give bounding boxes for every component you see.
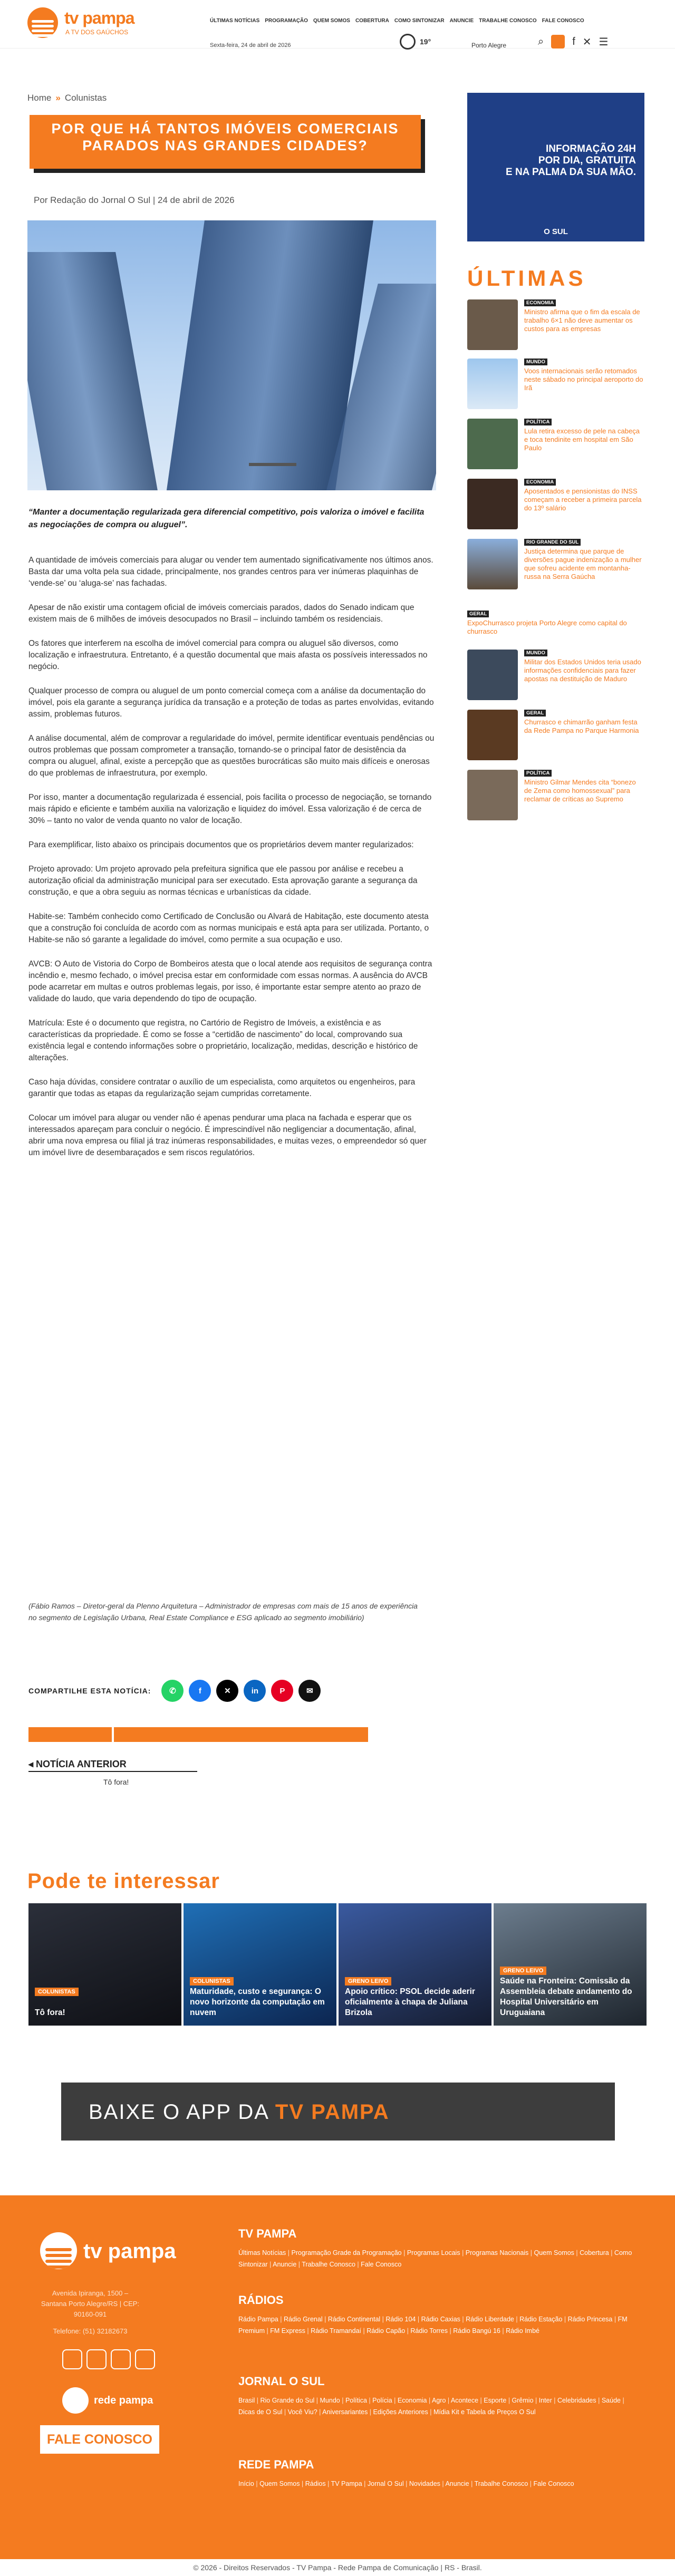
copyright: © 2026 - Direitos Reservados - TV Pampa - Rede Pampa de Comunicação | RS - Brasil. <box>193 2563 482 2572</box>
footer-links <box>238 2313 639 2337</box>
footer-link[interactable]: Grêmio | <box>512 2397 539 2404</box>
footer-link[interactable]: Início | <box>238 2480 259 2487</box>
site-logo[interactable] <box>27 7 143 39</box>
article-hero-image <box>27 220 436 490</box>
youtube-icon[interactable] <box>135 2349 155 2369</box>
footer-brand: tv pampa <box>83 2240 176 2263</box>
card-title: Tô fora! <box>35 2008 65 2017</box>
latest-news-item[interactable] <box>467 359 644 411</box>
latest-news-item[interactable] <box>467 539 644 592</box>
news-thumbnail <box>467 419 518 469</box>
latest-news-item[interactable] <box>467 710 644 762</box>
news-title: Aposentados e pensionistas do INSS começam a receber a primeira parcela do 13º salário <box>524 487 642 512</box>
footer-col-radios <box>238 2293 639 2337</box>
nav-fale[interactable]: FALE CONOSCO <box>542 18 584 24</box>
nav-como-sintonizar[interactable]: COMO SINTONIZAR <box>394 18 445 24</box>
facebook-icon[interactable]: f <box>572 35 575 47</box>
nav-cobertura[interactable]: COBERTURA <box>355 18 389 24</box>
brand-name: tv pampa <box>64 8 134 27</box>
weather-city: Porto Alegre <box>471 42 507 49</box>
footer-links <box>238 2395 639 2418</box>
footer-link[interactable]: FM Premium | <box>238 2316 628 2335</box>
menu-icon[interactable]: ☰ <box>599 36 609 48</box>
nav-anuncie[interactable]: ANUNCIE <box>449 18 474 24</box>
top-nav <box>210 18 584 24</box>
card-tag: GRENO LEIVO <box>345 1977 391 1986</box>
street-lamp <box>249 463 296 466</box>
ad-line: E NA PALMA DA SUA MÃO. <box>506 167 636 178</box>
footer-link[interactable]: Aniversariantes | <box>322 2408 373 2416</box>
article-paragraph: Para exemplificar, listo abaixo os principais documentos que os proprietários devem manter regularizados: <box>28 840 414 849</box>
article-paragraph: Caso haja dúvidas, considere contratar o auxílio de um especialista, como arquitetos ou engenheiros, para garantir que todas as etapas da regularização sejam cumpridas corretamente. <box>28 1078 416 1098</box>
news-category: POLÍTICA <box>524 770 552 777</box>
related-card[interactable] <box>184 1903 336 2026</box>
card-tag: COLUNISTAS <box>190 1977 234 1986</box>
footer-link[interactable]: TV Pampa | <box>331 2480 368 2487</box>
footer-link[interactable]: Mídia Kit e Tabela de Preços O Sul <box>433 2408 536 2416</box>
app-banner[interactable] <box>61 2083 615 2141</box>
footer-link[interactable]: Política | <box>345 2397 372 2404</box>
latest-news-item[interactable] <box>467 419 644 471</box>
article-title-box <box>30 115 421 169</box>
news-title: Churrasco e chimarrão ganham festa da Rede Pampa no Parque Harmonia <box>524 718 639 734</box>
related-cards <box>28 1903 647 2026</box>
footer-link[interactable]: Rádio Grenal | <box>284 2316 328 2323</box>
article-paragraph: Colocar um imóvel para alugar ou vender não é apenas pendurar uma placa na fachada e esperar que os interessados apareçam para concluir o negócio. É imprescindível não negligenciar a documentação, afinal, abrir uma nova empresa ou filial já traz inúmeras responsabilidades, e muitas vezes, o empreendedor só quer um imóvel livre de desembaraçados e sem riscos regulatórios. <box>28 1113 427 1157</box>
footer-col-rede <box>238 2458 639 2490</box>
footer-link[interactable]: Anuncie | <box>445 2480 474 2487</box>
rede-brand: rede pampa <box>94 2395 153 2406</box>
nav-ultimas[interactable]: ÚLTIMAS NOTÍCIAS <box>210 18 260 24</box>
card-title: Apoio crítico: PSOL decide aderir oficialmente à chapa de Juliana Brizola <box>345 1987 475 2017</box>
latest-title: ÚLTIMAS <box>467 266 586 290</box>
footer-link[interactable]: Rádio Caxias | <box>421 2316 466 2323</box>
ad-headline <box>478 143 636 178</box>
news-thumbnail <box>467 299 518 350</box>
article-paragraph: A análise documental, além de comprovar a regularidade do imóvel, permite identificar eventuais pendências ou outros problemas que possam comprometer a transação, tornando-se o principal fator de desistência da compra ou aluguel, afinal, existe a percepção que as questões burocráticas são muito mais difíceis e onerosas do que problemas de infraestrutura, por exemplo. <box>28 734 435 778</box>
footer-link[interactable]: Edições Anteriores | <box>373 2408 433 2416</box>
footer-link[interactable]: Quem Somos | <box>534 2249 580 2257</box>
news-thumbnail <box>467 539 518 589</box>
app-brand: TV PAMPA <box>275 2100 390 2124</box>
news-category: GERAL <box>467 611 489 617</box>
latest-news-item[interactable] <box>467 770 644 822</box>
breadcrumb-separator: » <box>55 93 61 103</box>
latest-news-item[interactable] <box>467 299 644 352</box>
footer-link[interactable]: FM Express | <box>270 2327 311 2335</box>
ad-line: INFORMAÇÃO 24H <box>545 143 636 154</box>
footer-social <box>62 2349 155 2369</box>
article-paragraph: Matrícula: Este é o documento que registra, no Cartório de Registro de Imóveis, a existência e as características da propriedade. É como se fosse a “certidão de nascimento” do local, comprovando sua existência legal e contendo informações sobre o proprietário, localização, medidas, descrição e histórico de alterações. <box>28 1019 418 1062</box>
site-footer <box>0 2195 675 2559</box>
footer-link[interactable]: Anuncie | <box>273 2261 302 2268</box>
footer-col-title: JORNAL O SUL <box>238 2375 325 2388</box>
weather-sun-icon <box>400 34 416 50</box>
email-icon[interactable]: ✉ <box>298 1680 321 1702</box>
app-text: BAIXE O APP DA <box>89 2100 268 2124</box>
news-title: Lula retira excesso de pele na cabeça e toca tendinite em hospital em São Paulo <box>524 427 640 452</box>
article-byline: Por Redação do Jornal O Sul | 24 de abril de 2026 <box>34 195 235 205</box>
footer-phone: Telefone: (51) 32182673 <box>53 2327 128 2335</box>
latest-news-item[interactable] <box>467 611 644 635</box>
footer-link[interactable]: Rádio Bangú 16 | <box>453 2327 506 2335</box>
rede-sun-icon <box>62 2387 89 2414</box>
nav-quem-somos[interactable]: QUEM SOMOS <box>313 18 350 24</box>
news-category: MUNDO <box>524 650 547 656</box>
news-category: POLÍTICA <box>524 419 552 425</box>
footer-link[interactable]: Cobertura | <box>580 2249 614 2257</box>
facebook-icon[interactable]: f <box>189 1680 211 1702</box>
news-title: Ministro afirma que o fim da escala de trabalho 6×1 não deve aumentar os custos para as empresas <box>524 308 640 333</box>
news-thumbnail <box>467 359 518 409</box>
linkedin-icon[interactable]: in <box>244 1680 266 1702</box>
news-thumbnail <box>467 770 518 820</box>
news-title: Ministro Gilmar Mendes cita “bonezo de Zema como homossexual” para reclamar de críticas ao Supremo <box>524 778 636 803</box>
footer-link[interactable]: Brasil | <box>238 2397 260 2404</box>
footer-link[interactable]: Dicas de O Sul | <box>238 2408 288 2416</box>
article-paragraph: A quantidade de imóveis comerciais para alugar ou vender tem aumentado significativamente nos últimos anos. Basta dar uma volta pela sua cidade, principalmente, nos grandes centros para ver inúmeras plaquinhas de ‘vende-se’ ou ‘aluga-se’ nas fachadas. <box>28 556 433 588</box>
footer-links <box>238 2247 639 2270</box>
article-body <box>28 555 435 1171</box>
orange-divider <box>114 1727 368 1742</box>
news-category: GERAL <box>524 710 546 716</box>
card-title: Maturidade, custo e segurança: O novo horizonte da computação em nuvem <box>190 1987 325 2017</box>
nav-programacao[interactable]: PROGRAMAÇÃO <box>265 18 308 24</box>
footer-link[interactable]: Rádio Princesa | <box>568 2316 618 2323</box>
footer-link[interactable]: Rádio Torres | <box>410 2327 453 2335</box>
latest-news-item[interactable] <box>467 479 644 531</box>
nav-trabalhe[interactable]: TRABALHE CONOSCO <box>479 18 537 24</box>
pinterest-icon[interactable]: P <box>271 1680 293 1702</box>
article-paragraph: Qualquer processo de compra ou aluguel de um ponto comercial começa com a análise da documentação do imóvel, pois ela garante a segurança jurídica da transação e a proteção de todas as partes envolvidas, evitando assim, problemas futuros. <box>28 686 434 719</box>
sidebar-ad[interactable] <box>467 93 644 241</box>
footer-link[interactable]: Esporte | <box>484 2397 512 2404</box>
news-thumbnail <box>467 479 518 529</box>
instagram-icon[interactable] <box>62 2349 82 2369</box>
footer-link[interactable]: Trabalhe Conosco | <box>475 2480 534 2487</box>
footer-link[interactable]: Polícia | <box>372 2397 398 2404</box>
footer-link[interactable]: Novidades | <box>409 2480 446 2487</box>
search-icon[interactable]: ⌕ <box>538 35 544 47</box>
breadcrumb-section[interactable]: Colunistas <box>64 93 107 103</box>
footer-link[interactable]: Programas Locais | <box>407 2249 466 2257</box>
article-title: POR QUE HÁ TANTOS IMÓVEIS COMERCIAIS PARADOS NAS GRANDES CIDADES? <box>51 121 399 153</box>
footer-link[interactable]: Rádio Capão | <box>367 2327 410 2335</box>
breadcrumb-home[interactable]: Home <box>27 93 52 103</box>
footer-col-title: REDE PAMPA <box>238 2458 314 2471</box>
related-card[interactable] <box>339 1903 491 2026</box>
footer-col-jornal <box>238 2375 639 2418</box>
contact-button[interactable]: FALE CONOSCO <box>40 2425 159 2454</box>
footer-link[interactable]: Rádio Estação | <box>519 2316 568 2323</box>
footer-link[interactable]: Economia | <box>398 2397 432 2404</box>
ad-brand: O SUL <box>544 227 568 236</box>
article-paragraph: Por isso, manter a documentação regularizada é essencial, pois facilita o processo de negociação, se tornando mais rápido e eficiente e também auxilia na valorização e liquidez do imóvel. Essa valorização é de cerca de 30% – tanto no valor de venda quanto no valor de locação. <box>28 793 432 825</box>
footer-link[interactable]: Fale Conosco <box>533 2480 574 2487</box>
rede-pampa-logo[interactable] <box>62 2387 168 2414</box>
footer-logo[interactable] <box>40 2232 188 2274</box>
whatsapp-icon[interactable]: ✆ <box>161 1680 184 1702</box>
footer-link[interactable]: Rádio Pampa | <box>238 2316 284 2323</box>
footer-link[interactable]: Programação Grade da Programação | <box>292 2249 407 2257</box>
weather-widget <box>400 34 431 50</box>
footer-link[interactable]: Celebridades | <box>557 2397 602 2404</box>
footer-link[interactable]: Inter | <box>539 2397 557 2404</box>
facebook-icon[interactable] <box>86 2349 107 2369</box>
temperature: 19° <box>420 37 431 46</box>
footer-link[interactable]: Como Sintonizar | <box>238 2249 632 2268</box>
news-category: MUNDO <box>524 359 547 365</box>
instagram-icon[interactable] <box>551 35 565 49</box>
news-category: ECONOMIA <box>524 479 556 486</box>
footer-link[interactable]: Trabalhe Conosco | <box>302 2261 361 2268</box>
footer-links <box>238 2478 639 2490</box>
footer-link[interactable]: Últimas Notícias | <box>238 2249 292 2257</box>
article-paragraph: Apesar de não existir uma contagem oficial de imóveis comerciais parados, dados do Senado indicam que existem mais de 6 milhões de imóveis desocupados no Brasil – incluindo também os residenciais. <box>28 603 414 624</box>
footer-link[interactable]: Rádio Tramandaí | <box>311 2327 367 2335</box>
x-icon[interactable] <box>111 2349 131 2369</box>
sun-logo-icon <box>40 2232 77 2269</box>
card-title: Saúde na Fronteira: Comissão da Assembleia debate andamento do Hospital Universitário em Uruguaiana <box>500 1977 632 2017</box>
related-title: Pode te interessar <box>27 1870 220 1893</box>
footer-link[interactable]: Rio Grande do Sul | <box>260 2397 320 2404</box>
article-paragraph: Habite-se: Também conhecido como Certificado de Conclusão ou Alvará de Habitação, este documento atesta que a construção foi concluída de acordo com as normas municipais e está apta para ser utilizada. Portanto, o Habite-se não só garante a legalidade do imóvel, como permite a sua ocupação e uso. <box>28 912 429 944</box>
footer-link[interactable]: Você Viu? | <box>288 2408 323 2416</box>
footer-link[interactable]: Saúde | <box>602 2397 624 2404</box>
footer-link[interactable]: Acontece | <box>451 2397 484 2404</box>
related-card[interactable] <box>494 1903 647 2026</box>
article-paragraph: Projeto aprovado: Um projeto aprovado pela prefeitura significa que ele passou por análise e recebeu a autorização oficial da administração municipal para ser executado. Esta aprovação garante a segurança da construção, e que a obra seguiu as normas técnicas e urbanísticas da cidade. <box>28 865 418 897</box>
article-paragraph: Os fatores que interferem na escolha de imóvel comercial para compra ou aluguel são diversos, como localização e infraestrutura. Entretanto, é a questão documental que mais afasta os possíveis interessados no negócio. <box>28 639 428 671</box>
footer-link[interactable]: Rádios | <box>305 2480 331 2487</box>
footer-col-title: RÁDIOS <box>238 2293 284 2307</box>
news-category: ECONOMIA <box>524 299 556 306</box>
ad-line: POR DIA, GRATUITA <box>538 155 636 166</box>
author-signature: (Fábio Ramos – Diretor-geral da Plenno Arquitetura – Administrador de empresas com mais de 15 anos de experiência no segmento de Legislação Urbana, Real Estate Compliance e ESG aplicado ao segmento imobiliário) <box>28 1602 418 1622</box>
footer-col-tvpampa <box>238 2227 639 2270</box>
article-paragraph: AVCB: O Auto de Vistoria do Corpo de Bombeiros atesta que o local atende aos requisitos de segurança contra incêndio e, mesmo fechado, o imóvel precisa estar em conformidade com essas normas. A ausência do AVCB pode acarretar em multas e outros problemas legais, por isso, é importante estar sempre atento ao prazo de validade do laudo, que varia dependendo do tipo de ocupação. <box>28 960 432 1003</box>
footer-link[interactable]: Quem Somos | <box>259 2480 305 2487</box>
header-icons <box>538 35 608 49</box>
brand-tagline: A TV DOS GAÚCHOS <box>65 28 129 36</box>
card-tag: GRENO LEIVO <box>500 1967 546 1975</box>
news-title: Militar dos Estados Unidos teria usado informações confidenciais para fazer apostas na destituição de Maduro <box>524 658 641 683</box>
card-tag: COLUNISTAS <box>35 1988 79 1996</box>
news-title: Voos internacionais serão retomados neste sábado no principal aeroporto do Irã <box>524 367 643 392</box>
previous-news-label[interactable]: ◂ NOTÍCIA ANTERIOR <box>28 1759 197 1772</box>
footer-link[interactable]: Agro | <box>432 2397 451 2404</box>
app-banner-text <box>89 2100 390 2124</box>
footer-link[interactable]: Rádio 104 | <box>385 2316 421 2323</box>
current-date: Sexta-feira, 24 de abril de 2026 <box>210 42 291 49</box>
footer-link[interactable]: Programas Nacionais | <box>466 2249 534 2257</box>
previous-news-title[interactable]: Tô fora! <box>103 1778 129 1786</box>
footer-col-title: TV PAMPA <box>238 2227 297 2240</box>
site-header <box>0 0 675 49</box>
article-lede: “Manter a documentação regularizada gera diferencial competitivo, pois valoriza o imóvel e facilita as negociações de compra ou aluguel”. <box>28 508 425 529</box>
breadcrumb <box>27 93 107 103</box>
footer-link[interactable]: Mundo | <box>320 2397 345 2404</box>
sun-logo-icon <box>27 7 58 38</box>
x-icon[interactable]: ✕ <box>582 36 592 48</box>
news-thumbnail <box>467 650 518 700</box>
share-label: COMPARTILHE ESTA NOTÍCIA: <box>28 1687 151 1695</box>
x-icon[interactable]: ✕ <box>216 1680 238 1702</box>
news-title: ExpoChurrasco projeta Porto Alegre como capital do churrasco <box>467 619 627 635</box>
footer-link[interactable]: Fale Conosco <box>361 2261 402 2268</box>
orange-divider <box>28 1727 112 1742</box>
news-category: RIO GRANDE DO SUL <box>524 539 581 546</box>
share-bar <box>28 1680 321 1702</box>
latest-news-item[interactable] <box>467 650 644 702</box>
news-thumbnail <box>467 710 518 760</box>
news-title: Justiça determina que parque de diversões pague indenização a mulher que sofreu acidente em montanha-russa na Serra Gaúcha <box>524 547 642 580</box>
footer-link[interactable]: Rádio Liberdade | <box>466 2316 519 2323</box>
related-card[interactable] <box>28 1903 181 2026</box>
footer-link[interactable]: Rádio Continental | <box>328 2316 386 2323</box>
footer-address: Avenida Ipiranga, 1500 – Santana Porto Alegre/RS | CEP: 90160-091 <box>41 2289 140 2318</box>
footer-link[interactable]: Jornal O Sul | <box>368 2480 409 2487</box>
footer-link[interactable]: Rádio Imbé <box>506 2327 540 2335</box>
